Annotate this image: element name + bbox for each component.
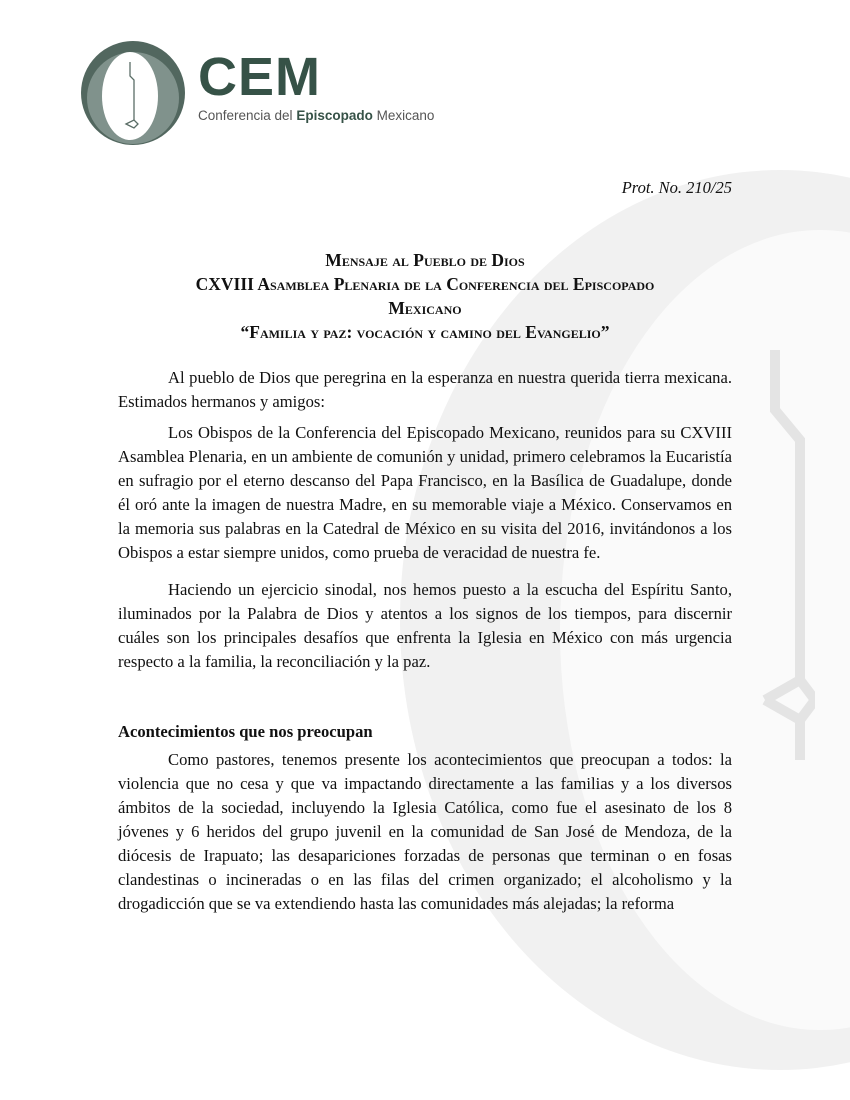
- logo-sub-bold: Episcopado: [296, 108, 373, 123]
- title-line: “Familia y paz: vocación y camino del Evangelio”: [240, 322, 610, 342]
- logo-title: CEM: [198, 47, 321, 107]
- paragraph: Haciendo un ejercicio sinodal, nos hemos puesto a la escucha del Espíritu Santo, iluminados por la Palabra de Dios y atentos a los signos de los tiempos, para discernir cuáles son los principales desafíos que enfrenta la Iglesia en México con más urgencia respecto a la familia, la reconciliación y la paz.: [118, 580, 732, 671]
- paragraph: Como pastores, tenemos presente los acontecimientos que preocupan a todos: la violencia que no cesa y que va impactando directamente a las familias y a los diversos ámbitos de la sociedad, incluyendo la Iglesia Católica, como fue el asesinato de los 8 jóvenes y 6 heridos del grupo juvenil en la comunidad de San José de Mendoza, de la diócesis de Irapuato; las desapariciones forzadas de personas que terminan o en fosas clandestinas o incineradas o en las filas del crimen organizado; el alcoholismo y la drogadicción que se va extendiendo hasta las comunidades más alejadas; la reforma: [118, 750, 732, 913]
- title-line: Mensaje al Pueblo de Dios: [325, 250, 525, 270]
- title-line: Mexicano: [388, 298, 462, 318]
- logo-subtitle: [198, 108, 434, 123]
- document-title: [100, 248, 750, 344]
- document-body: [118, 366, 732, 923]
- logo-sub-text-end: Mexicano: [372, 108, 435, 123]
- watermark-staff-icon: [755, 340, 815, 760]
- section-heading: Acontecimientos que nos preocupan: [118, 722, 373, 741]
- paragraph: Los Obispos de la Conferencia del Episcopado Mexicano, reunidos para su CXVIII Asamblea Plenaria, en un ambiente de comunión y unidad, primero celebramos la Eucaristía en sufragio por el eterno descanso del Papa Francisco, en la Basílica de Guadalupe, donde él oró ante la imagen de nuestra Madre, en su memorable viaje a México. Conservamos en la memoria sus palabras en la Catedral de México en su visita del 2016, invitándonos a los Obispos a estar siempre unidos, como prueba de veracidad de nuestra fe.: [118, 423, 732, 562]
- paragraph: Al pueblo de Dios que peregrina en la esperanza en nuestra querida tierra mexicana. Estimados hermanos y amigos:: [118, 368, 732, 411]
- logo-sub-text: Conferencia del: [198, 108, 297, 123]
- protocol-number: Prot. No. 210/25: [621, 178, 732, 197]
- title-line: CXVIII Asamblea Plenaria de la Conferencia del Episcopado: [195, 274, 655, 294]
